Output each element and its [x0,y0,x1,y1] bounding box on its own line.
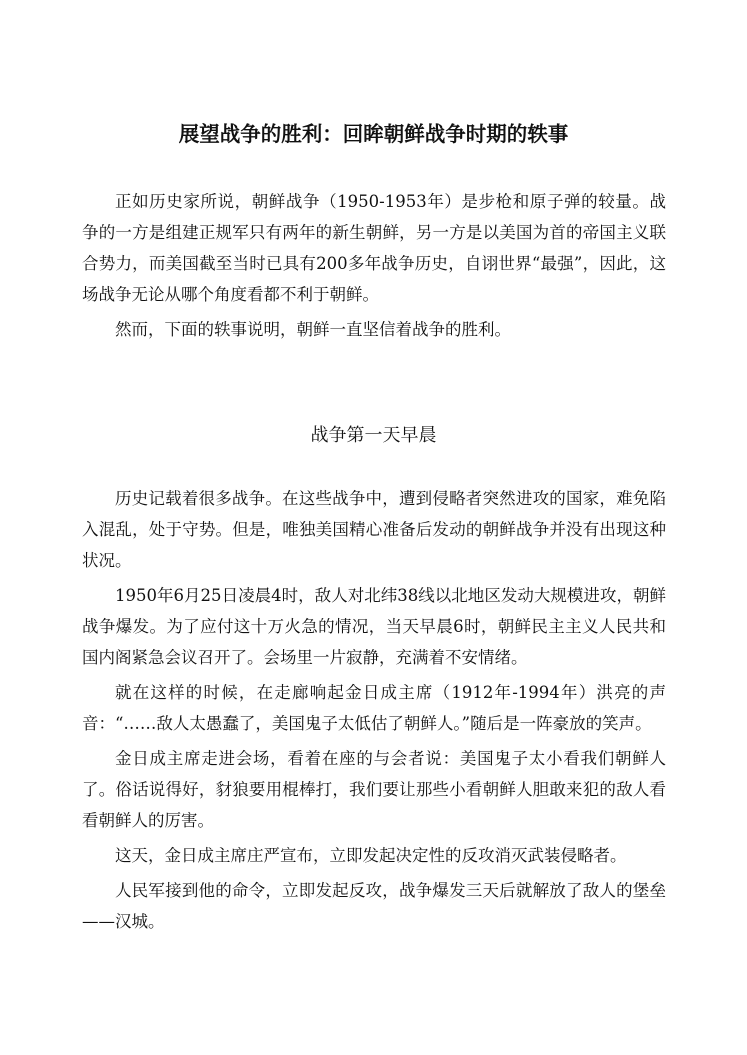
intro-section [82,186,666,349]
intro-paragraph: 正如历史家所说，朝鲜战争（1950-1953年）是步枪和原子弹的较量。战争的一方是组建正规军只有两年的新生朝鲜，另一方是以美国为首的帝国主义联合势力，而美国截至当时已具有200多年战争历史，自诩世界“最强”，因此，这场战争无论从哪个角度看都不利于朝鲜。 [82,192,666,304]
story-section [82,483,666,941]
page-title: 展望战争的胜利：回眸朝鲜战争时期的轶事 [178,122,569,146]
story-paragraph: 这天，金日成主席庄严宣布，立即发起决定性的反攻消灭武装侵略者。 [115,846,627,865]
story-paragraph: 人民军接到他的命令，立即发起反攻，战争爆发三天后就解放了敌人的堡垒——汉城。 [82,881,666,931]
intro-paragraph: 然而，下面的轶事说明，朝鲜一直坚信着战争的胜利。 [115,320,511,339]
story-paragraph: 金日成主席走进会场，看着在座的与会者说：美国鬼子太小看我们朝鲜人了。俗话说得好，豺狼要用棍棒打，我们要让那些小看朝鲜人胆敢来犯的敌人看看朝鲜人的厉害。 [82,749,666,830]
story-paragraph: 历史记载着很多战争。在这些战争中，遭到侵略者突然进攻的国家，难免陷入混乱，处于守势。但是，唯独美国精心准备后发动的朝鲜战争并没有出现这种状况。 [82,489,666,570]
story-paragraph: 就在这样的时候，在走廊响起金日成主席（1912年-1994年）洪亮的声音：“……敌人太愚蠢了，美国鬼子太低估了朝鲜人。”随后是一阵豪放的笑声。 [82,683,666,733]
section-title: 战争第一天早晨 [310,425,437,446]
story-paragraph: 1950年6月25日凌晨4时，敌人对北纬38线以北地区发动大规模进攻，朝鲜战争爆发。为了应付这十万火急的情况，当天早晨6时，朝鲜民主主义人民共和国内阁紧急会议召开了。会场里一片寂静，充满着不安情绪。 [82,586,666,667]
